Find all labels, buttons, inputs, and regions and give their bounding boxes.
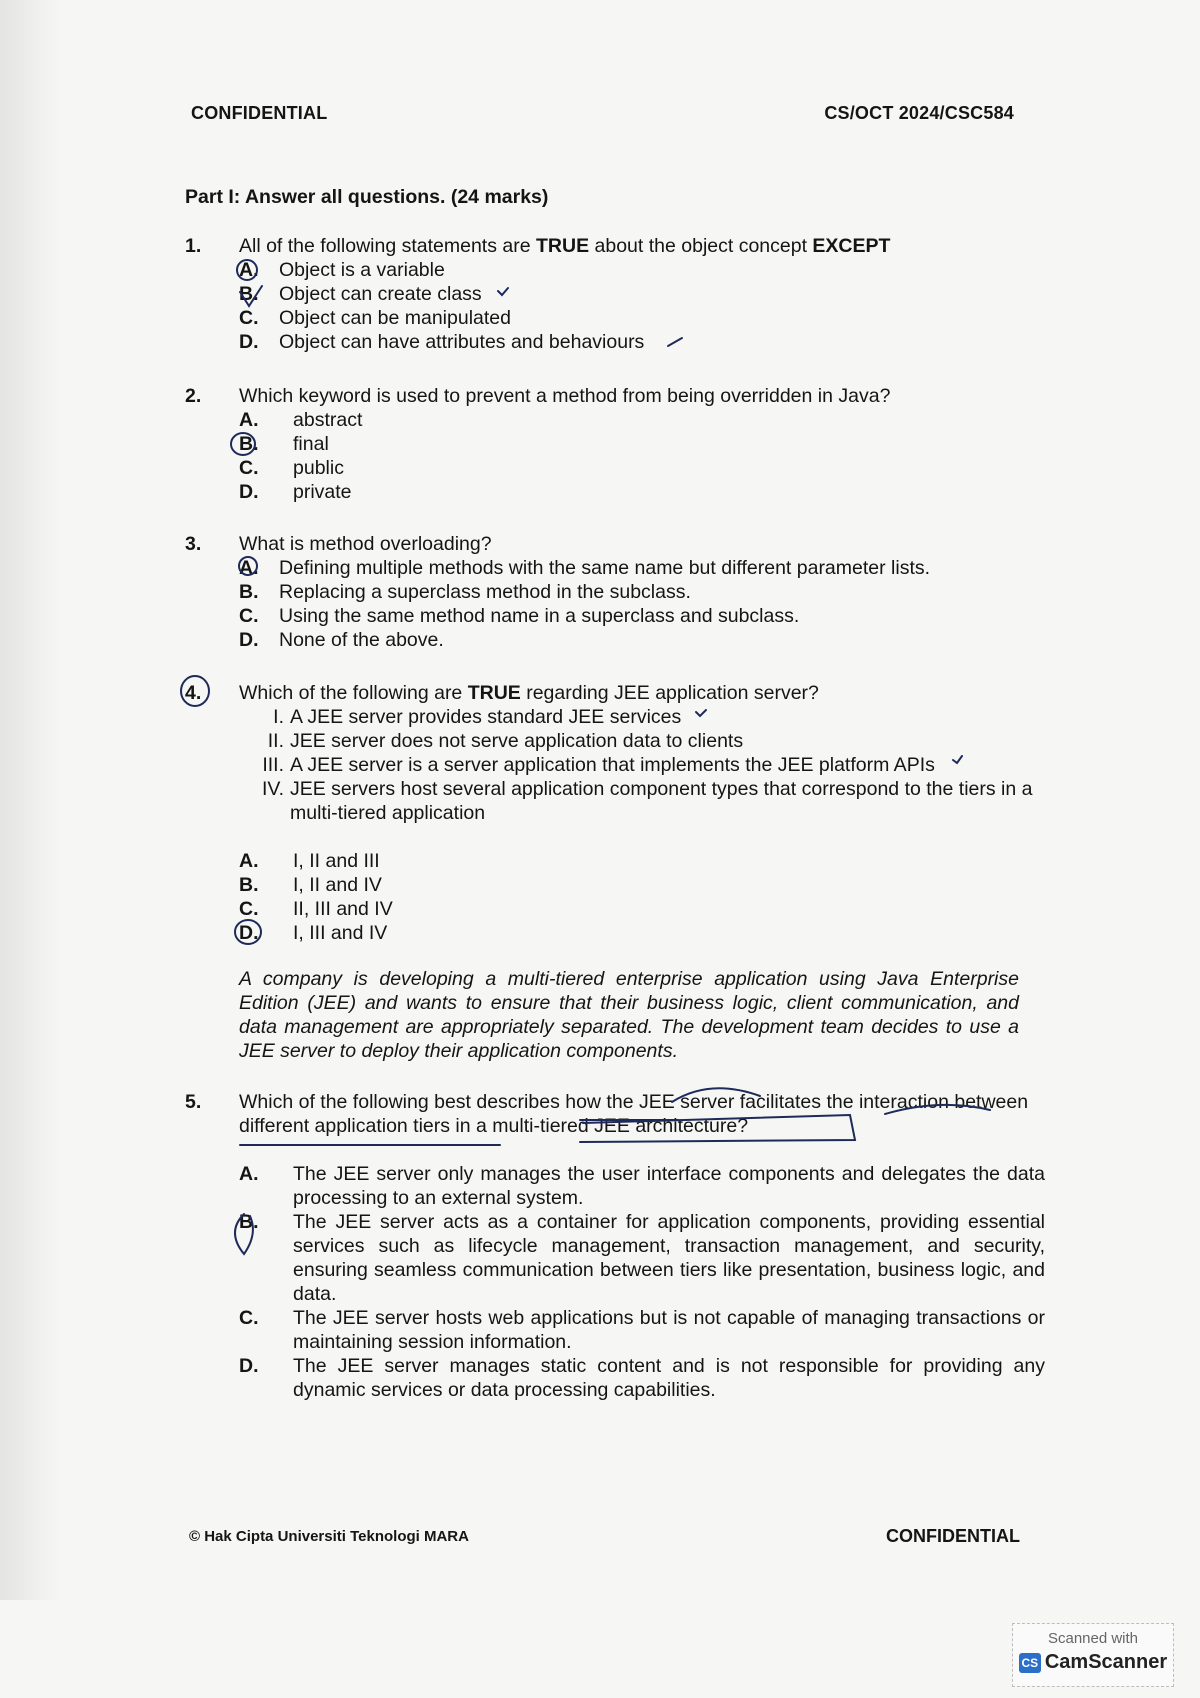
footer-confidential: CONFIDENTIAL bbox=[886, 1526, 1020, 1546]
option-a: A. abstract bbox=[239, 409, 363, 431]
option-c: C. public bbox=[239, 457, 344, 479]
camscanner-name: CamScanner bbox=[1044, 1651, 1168, 1673]
option-d: D. private bbox=[239, 481, 352, 503]
question-text: What is method overloading? bbox=[239, 533, 492, 555]
header-course-code: CS/OCT 2024/CSC584 bbox=[824, 103, 1014, 123]
part-title: Part I: Answer all questions. (24 marks) bbox=[185, 186, 549, 208]
option-list bbox=[239, 556, 1045, 652]
case-study-paragraph: A company is developing a multi-tiered enterprise application using Java Enterprise Edition (JEE) and wants to ensure that their business logic, client communication, and data management are appropriately separated. The development team decides to use a JEE server to deploy their application components. bbox=[239, 968, 1019, 1062]
option-c: C. The JEE server hosts web applications but is not capable of managing transactions or maintaining session information. bbox=[239, 1307, 1045, 1353]
question-text: All of the following statements are TRUE about the object concept EXCEPT bbox=[239, 235, 891, 257]
scan-edge-shadow bbox=[0, 0, 60, 1600]
option-list bbox=[239, 408, 1045, 504]
statement-i: I. A JEE server provides standard JEE services bbox=[273, 706, 682, 728]
option-a: A. The JEE server only manages the user interface components and delegates the data processing to an external system. bbox=[239, 1163, 1045, 1209]
option-list bbox=[239, 849, 1045, 945]
option-d: D. The JEE server manages static content and is not responsible for providing any dynamic services or data processing capabilities. bbox=[239, 1355, 1045, 1401]
option-b: B. Object can create class bbox=[239, 283, 482, 305]
option-b: B. final bbox=[239, 433, 329, 455]
camscanner-badge bbox=[1012, 1623, 1174, 1687]
option-a: A. Defining multiple methods with the same name but different parameter lists. bbox=[239, 557, 931, 579]
option-c: C. Object can be manipulated bbox=[239, 307, 511, 329]
question-text: Which of the following are TRUE regarding JEE application server? bbox=[239, 682, 819, 704]
option-c: C. II, III and IV bbox=[239, 898, 393, 920]
question-text: Which of the following best describes how the JEE server facilitates the interaction between different application tiers in a multi-tiered JEE architecture? bbox=[239, 1091, 1029, 1137]
question-1 bbox=[185, 234, 1045, 354]
option-d: D. I, III and IV bbox=[239, 922, 388, 944]
question-number: 2. bbox=[185, 385, 202, 407]
option-list bbox=[239, 1162, 1045, 1402]
statement-list bbox=[251, 705, 1045, 825]
question-5 bbox=[185, 1090, 1045, 1402]
scanned-with-text: Scanned with bbox=[1047, 1630, 1139, 1647]
option-b: B. I, II and IV bbox=[239, 874, 382, 896]
question-3 bbox=[185, 532, 1045, 652]
option-d: D. None of the above. bbox=[239, 629, 444, 651]
question-text: Which keyword is used to prevent a method from being overridden in Java? bbox=[239, 385, 891, 407]
option-b: B. The JEE server acts as a container for application components, providing essential services such as lifecycle management, transaction management, and security, ensuring seamless communication between tiers like presentation, business logic, and data. bbox=[239, 1211, 1045, 1305]
question-number: 5. bbox=[185, 1091, 202, 1113]
header-confidential: CONFIDENTIAL bbox=[191, 103, 328, 123]
option-d: D. Object can have attributes and behaviours bbox=[239, 331, 645, 353]
option-c: C. Using the same method name in a superclass and subclass. bbox=[239, 605, 800, 627]
question-2 bbox=[185, 384, 1045, 504]
question-4 bbox=[185, 681, 1045, 945]
option-a: A. I, II and III bbox=[239, 850, 380, 872]
camscanner-logo-icon: CS bbox=[1019, 1653, 1041, 1673]
statement-iv: IV. JEE servers host several application component types that correspond to the tiers in a multi-tiered application bbox=[261, 778, 1033, 824]
question-number: 1. bbox=[185, 235, 202, 257]
statement-iii: III. A JEE server is a server application that implements the JEE platform APIs bbox=[262, 754, 935, 776]
question-number: 4. bbox=[185, 682, 202, 704]
option-a: A. Object is a variable bbox=[239, 259, 445, 281]
question-number: 3. bbox=[185, 533, 202, 555]
option-list bbox=[239, 258, 1045, 354]
footer-copyright: © Hak Cipta Universiti Teknologi MARA bbox=[189, 1528, 469, 1545]
option-b: B. Replacing a superclass method in the subclass. bbox=[239, 581, 691, 603]
statement-ii: II. JEE server does not serve application data to clients bbox=[267, 730, 744, 752]
